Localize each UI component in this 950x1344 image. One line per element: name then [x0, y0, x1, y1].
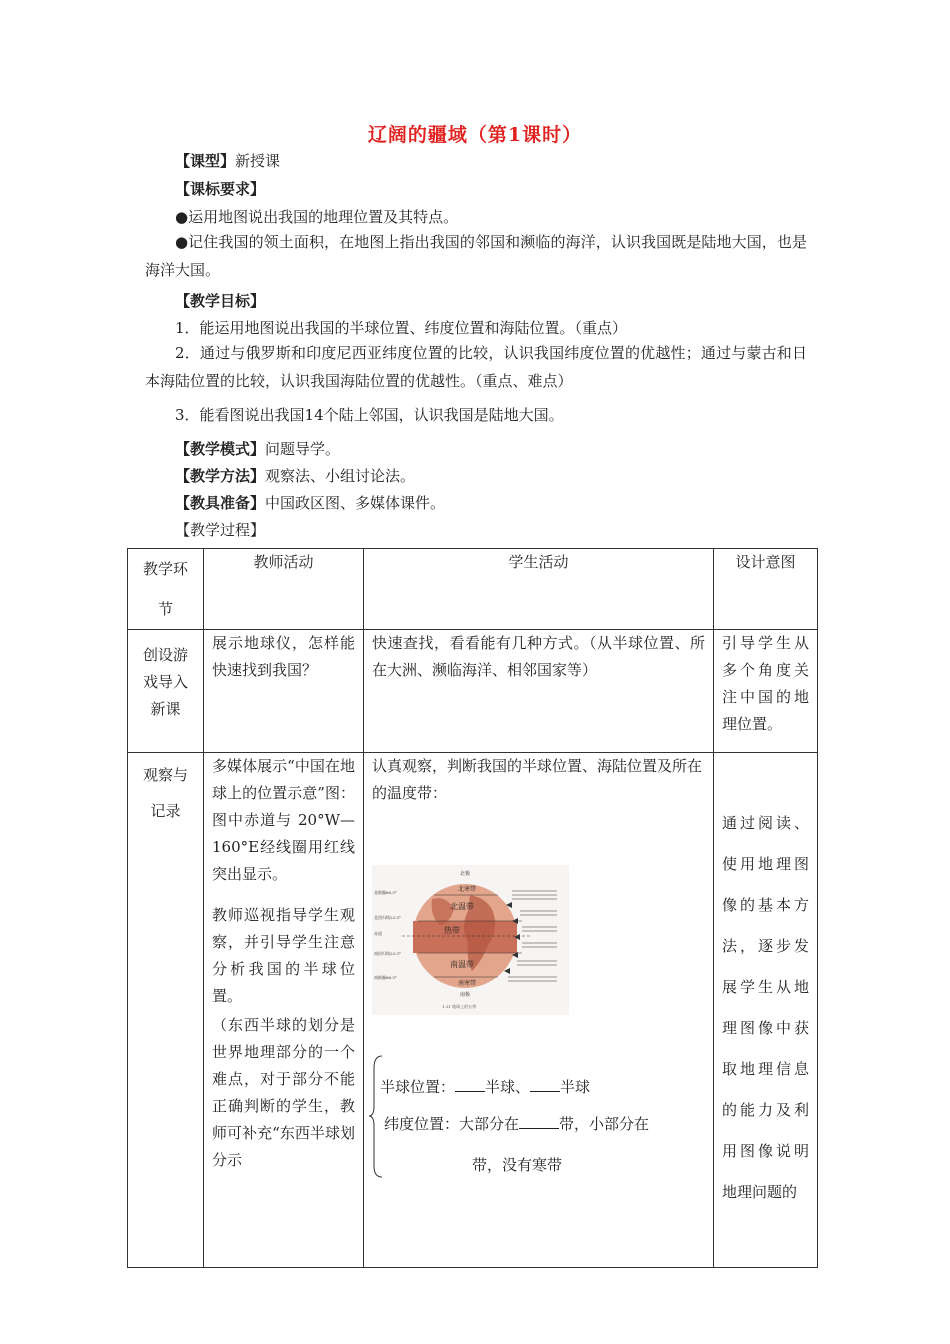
goal-item-1: 1．能运用地图说出我国的半球位置、纬度位置和海陆位置。（重点） [175, 319, 628, 337]
fill-latitude-label: 纬度位置：大部分在 [384, 1115, 520, 1133]
blank-3[interactable] [519, 1128, 559, 1129]
fill-latitude-line [380, 1111, 705, 1138]
label-north-frigid: 北寒带 [458, 886, 477, 893]
goal-item-3: 3．能看图说出我国14个陆上邻国，认识我国是陆地大国。 [175, 406, 564, 424]
table-row [128, 630, 818, 753]
figure-caption: 1.31 地球上的五带 [442, 1004, 477, 1009]
standard-item-2: ●记住我国的领土面积，在地图上指出我国的邻国和濒临的海洋，认识我国既是陆地大国，也是海洋大国。 [145, 233, 807, 279]
row1-student: 快速查找，看看能有几种方式。（从半球位置、所在大洲、濒临海洋、相邻国家等） [364, 630, 714, 753]
label-arctic-circle: 北极圈66.5° [374, 890, 397, 895]
blank-1[interactable] [455, 1091, 485, 1092]
lesson-type-label: 【课型】 [175, 152, 236, 170]
standard-item-1: ●运用地图说出我国的地理位置及其特点。 [175, 208, 459, 226]
fill-hemisphere-end: 半球 [560, 1078, 591, 1096]
mode-value: 问题导学。 [265, 440, 341, 458]
header-teacher: 教师活动 [204, 549, 364, 630]
goals-label: 【教学目标】 [175, 292, 266, 310]
row2-teacher-p1: 多媒体展示“中国在地球上的位置示意”图：图中赤道与 20°W—160°E经线圈用红线突出显示。 [212, 757, 355, 883]
standards-label: 【课标要求】 [175, 180, 266, 198]
method-label: 【教学方法】 [175, 467, 266, 485]
header-student: 学生活动 [364, 549, 714, 630]
lesson-type-line [175, 150, 280, 172]
label-south-frigid: 南寒带 [458, 980, 477, 987]
lesson-type-value: 新授课 [235, 152, 281, 170]
header-intent: 设计意图 [714, 549, 818, 630]
label-north-temperate: 北温带 [450, 902, 474, 911]
fill-hemisphere-label: 半球位置： [380, 1078, 456, 1096]
tools-line [175, 492, 445, 514]
mode-label: 【教学模式】 [175, 440, 266, 458]
fill-latitude-end: 带，没有寒带 [472, 1156, 563, 1174]
row1-intent: 引导学生从多个角度关注中国的地理位置。 [714, 630, 818, 753]
row1-teacher: 展示地球仪，怎样能快速找到我国？ [204, 630, 364, 753]
five-zones-diagram [372, 865, 569, 1015]
row2-stage: 观察与记录 [128, 753, 204, 1268]
label-antarctic-circle: 南极圈66.5° [374, 975, 397, 980]
method-line [175, 465, 415, 487]
method-value: 观察法、小组讨论法。 [265, 467, 416, 485]
header-stage: 教学环节 [128, 549, 204, 630]
row2-student-intro: 认真观察，判断我国的半球位置、海陆位置及所在的温度带： [372, 757, 703, 802]
label-tropic-capricorn: 南回归线23.5° [374, 951, 401, 956]
teaching-process-table [127, 548, 818, 1268]
row2-teacher-p3: （东西半球的划分是世界地理部分的一个难点，对于部分不能正确判断的学生，教师可补充“东西半球划分示 [212, 1016, 355, 1169]
label-tropical: 热带 [444, 926, 460, 935]
row2-intent: 通过阅读、使用地理图像的基本方法，逐步发展学生从地理图像中获取地理信息的能力及利用图像说明地理问题的 [714, 753, 818, 1268]
tools-value: 中国政区图、多媒体课件。 [265, 494, 446, 512]
table-header-row [128, 549, 818, 630]
row1-stage: 创设游戏导入新课 [128, 630, 204, 753]
fill-hemisphere-mid: 半球、 [485, 1078, 531, 1096]
goal-item-2: 2．通过与俄罗斯和印度尼西亚纬度位置的比较，认识我国纬度位置的优越性；通过与蒙古和日本海陆位置的比较，认识我国海陆位置的优越性。（重点、难点） [145, 344, 807, 390]
table-row [128, 753, 818, 1268]
label-tropic-cancer: 北回归线23.5° [374, 915, 401, 920]
page-title: 辽阔的疆域（第1课时） [367, 124, 583, 146]
brace-icon [368, 1054, 384, 1179]
blank-2[interactable] [530, 1091, 560, 1092]
fill-in-block [372, 1054, 705, 1179]
label-south-temperate: 南温带 [450, 960, 474, 969]
label-north-pole: 北极 [460, 871, 471, 877]
fill-hemisphere-line [380, 1074, 705, 1101]
mode-line [175, 438, 340, 460]
fill-latitude-mid: 带，小部分在 [559, 1115, 650, 1133]
label-equator: 赤道 [374, 931, 382, 936]
row2-teacher-p2: 教师巡视指导学生观察，并引导学生注意分析我国的半球位置。 [212, 906, 355, 1005]
tools-label: 【教具准备】 [175, 494, 266, 512]
row2-teacher-cell [204, 753, 364, 1268]
label-south-pole: 南极 [460, 992, 471, 998]
row2-student-cell [364, 753, 714, 1268]
process-label: 【教学过程】 [175, 521, 266, 539]
